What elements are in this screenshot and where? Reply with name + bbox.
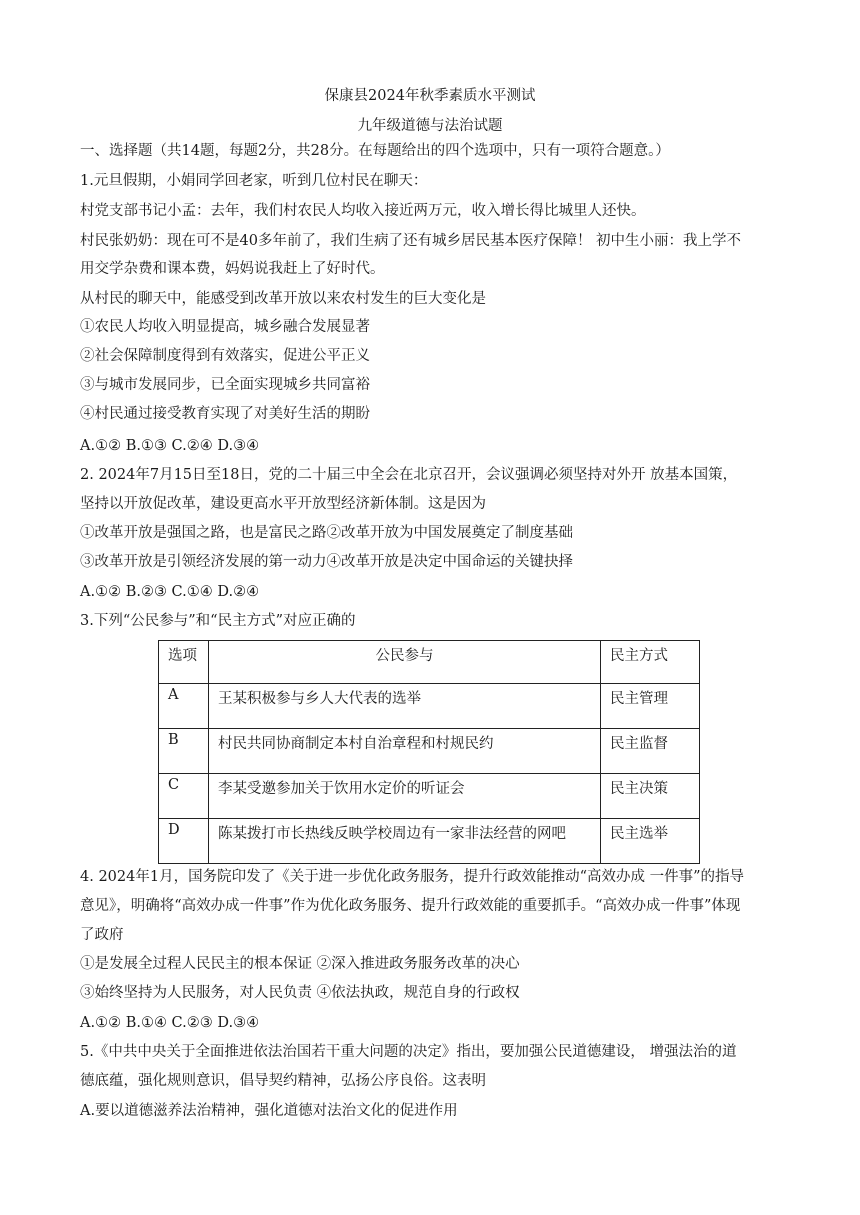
q4-line3: 了政府 — [80, 927, 124, 943]
section-heading: 一、选择题（共14题，每题2分，共28分。在每题给出的四个选项中，只有一项符合题意。） — [80, 143, 670, 159]
table-cell: 王某积极参与乡人大代表的选举 — [209, 684, 601, 729]
q1-option-1: ①农民人均收入明显提高，城乡融合发展显著 — [80, 319, 370, 335]
table-header-row — [159, 641, 700, 684]
q1-question: 从村民的聊天中，能感受到改革开放以来农村发生的巨大变化是 — [80, 291, 486, 307]
table-cell: 民主选举 — [601, 819, 700, 864]
q3-stem: 3.下列“公民参与”和“民主方式”对应正确的 — [80, 613, 356, 629]
table-cell: D — [159, 819, 209, 864]
table-row — [159, 774, 700, 819]
q1-choices: A.①② B.①③ C.②④ D.③④ — [80, 438, 260, 454]
table-cell: B — [159, 729, 209, 774]
q1-line2: 村民张奶奶：现在可不是40多年前了，我们生病了还有城乡居民基本医疗保障！ 初中生小丽：我上学不 — [80, 233, 742, 249]
q2-line2: 坚持以开放促改革，建设更高水平开放型经济新体制。这是因为 — [80, 496, 486, 512]
q2-choices: A.①② B.②③ C.①④ D.②④ — [80, 584, 260, 600]
exam-subtitle: 九年级道德与法治试题 — [357, 118, 503, 134]
table-cell: 村民共同协商制定本村自治章程和村规民约 — [209, 729, 601, 774]
q1-line3: 用交学杂费和课本费，妈妈说我赶上了好时代。 — [80, 261, 385, 277]
q5-line1: 5.《中共中央关于全面推进依法治国若干重大问题的决定》指出，要加强公民道德建设， 增强法治的道 — [80, 1044, 737, 1060]
q4-options-3-4: ③始终坚持为人民服务，对人民负责 ④依法执政，规范自身的行政权 — [80, 985, 520, 1001]
table-cell: 民主管理 — [601, 684, 700, 729]
table-header-cell: 公民参与 — [209, 641, 601, 684]
table-row — [159, 729, 700, 774]
table-cell: 陈某拨打市长热线反映学校周边有一家非法经营的网吧 — [209, 819, 601, 864]
q4-options-1-2: ①是发展全过程人民民主的根本保证 ②深入推进政务服务改革的决心 — [80, 956, 520, 972]
q1-stem: 1.元旦假期，小娟同学回老家，听到几位村民在聊天： — [80, 173, 428, 189]
exam-title: 保康县2024年秋季素质水平测试 — [324, 88, 536, 104]
q4-line2: 意见》，明确将“高效办成一件事”作为优化政务服务、提升行政效能的重要抓手。“高效办成一件事”体现 — [80, 898, 741, 914]
table-cell: C — [159, 774, 209, 819]
q1-option-2: ②社会保障制度得到有效落实，促进公平正义 — [80, 348, 370, 364]
q1-option-3: ③与城市发展同步，已全面实现城乡共同富裕 — [80, 377, 370, 393]
q4-line1: 4. 2024年1月，国务院印发了《关于进一步优化政务服务，提升行政效能推动“高效办成 一件事”的指导 — [80, 869, 745, 885]
q2-options-3-4: ③改革开放是引领经济发展的第一动力④改革开放是决定中国命运的关键抉择 — [80, 554, 573, 570]
q3-table — [158, 640, 700, 864]
q2-line1: 2. 2024年7月15日至18日，党的二十届三中全会在北京召开，会议强调必须坚持对外开 放基本国策， — [80, 467, 738, 483]
q5-option-a: A.要以道德滋养法治精神，强化道德对法治文化的促进作用 — [80, 1103, 458, 1119]
q1-line1: 村党支部书记小孟：去年，我们村农民人均收入接近两万元，收入增长得比城里人还快。 — [80, 203, 646, 219]
table-header-cell: 选项 — [159, 641, 209, 684]
table-header-cell: 民主方式 — [601, 641, 700, 684]
table-cell: 民主决策 — [601, 774, 700, 819]
table-row — [159, 684, 700, 729]
q1-option-4: ④村民通过接受教育实现了对美好生活的期盼 — [80, 406, 370, 422]
q5-line2: 德底蕴，强化规则意识，倡导契约精神，弘扬公序良俗。这表明 — [80, 1073, 486, 1089]
q2-options-1-2: ①改革开放是强国之路，也是富民之路②改革开放为中国发展奠定了制度基础 — [80, 525, 573, 541]
table-cell: A — [159, 684, 209, 729]
table-row — [159, 819, 700, 864]
table-cell: 李某受邀参加关于饮用水定价的听证会 — [209, 774, 601, 819]
table-cell: 民主监督 — [601, 729, 700, 774]
q4-choices: A.①② B.①④ C.②③ D.③④ — [80, 1015, 260, 1031]
